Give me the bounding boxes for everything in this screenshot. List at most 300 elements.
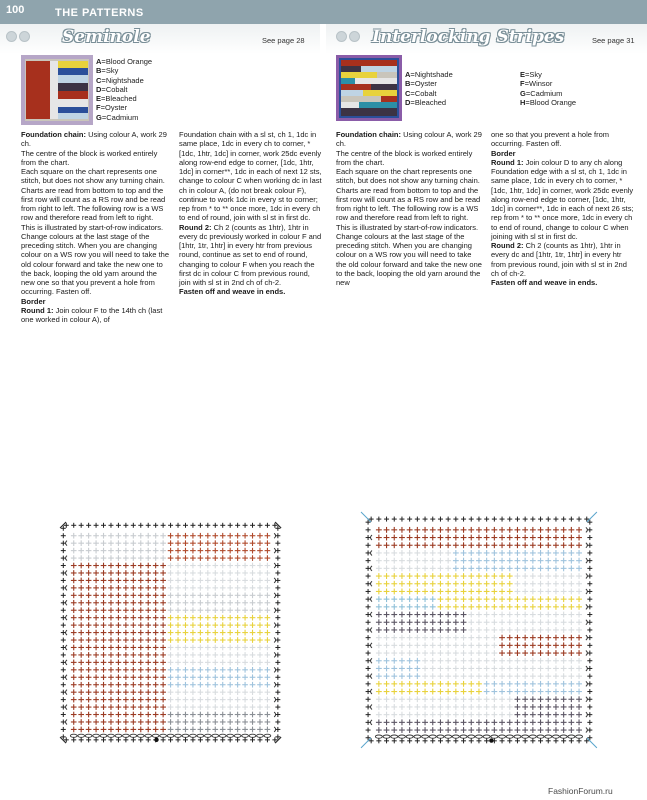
stitch-symbol [399,596,405,602]
stitch-symbol [242,630,248,636]
border-stitch-symbol [108,737,113,742]
chain-stitch-symbol [537,735,544,738]
stitch-symbol [108,712,114,718]
stitch-symbol [257,645,263,651]
legend-item: C=Cobalt [405,88,437,98]
stitch-symbol [399,658,405,664]
stitch-symbol [265,585,271,591]
stitch-symbol [422,673,428,679]
stitch-symbol [227,548,233,554]
stitch-symbol [190,600,196,606]
stitch-symbol [93,719,99,725]
stitch-symbol [384,673,390,679]
stitch-symbol [399,581,405,587]
chain-stitch-symbol [568,735,575,738]
stitch-symbol [568,666,574,672]
stitch-symbol [491,627,497,633]
stitch-symbol [484,650,490,656]
stitch-symbol [414,727,420,733]
stitch-symbol [101,600,107,606]
stitch-symbol [407,527,413,533]
stitch-symbol [160,600,166,606]
instruction-paragraph [21,130,169,149]
stitch-symbol [227,622,233,628]
stitch-symbol [376,535,382,541]
stitch-symbol [453,596,459,602]
stitch-symbol [407,589,413,595]
border-stitch-symbol [587,550,592,555]
stitch-symbol [86,585,92,591]
row-start-indicator [66,705,68,710]
stitch-symbol [522,542,528,548]
stitch-symbol [257,548,263,554]
stitch-symbol [422,581,428,587]
stitch-symbol [530,573,536,579]
stitch-symbol [391,558,397,564]
stitch-symbol [220,600,226,606]
stitch-symbol [484,658,490,664]
stitch-symbol [145,615,151,621]
stitch-symbol [250,630,256,636]
stitch-symbol [168,630,174,636]
stitch-symbol [220,682,226,688]
stitch-symbol [183,727,189,733]
border-stitch-symbol [61,533,66,538]
border-stitch-symbol [484,738,489,743]
border-stitch-symbol [366,697,371,702]
stitch-symbol [568,650,574,656]
stitch-symbol [205,652,211,658]
stitch-symbol [468,673,474,679]
stitch-symbol [407,650,413,656]
stitch-symbol [568,542,574,548]
stitch-symbol [190,667,196,673]
stitch-symbol [168,563,174,569]
stitch-symbol [205,660,211,666]
stitch-symbol [461,712,467,718]
stitch-symbol [227,697,233,703]
stitch-symbol [499,689,505,695]
stitch-symbol [78,548,84,554]
stitch-symbol [153,674,159,680]
stitch-symbol [376,666,382,672]
stitch-symbol [235,592,241,598]
chain-stitch-symbol [445,735,452,738]
stitch-symbol [522,527,528,533]
stitch-symbol [376,727,382,733]
stitch-symbol [116,704,122,710]
stitch-symbol [175,630,181,636]
chain-stitch-symbol [249,734,256,737]
stitch-symbol [116,548,122,554]
stitch-symbol [93,578,99,584]
stitch-symbol [553,604,559,610]
stitch-symbol [175,719,181,725]
stitch-symbol [568,658,574,664]
stitch-symbol [484,627,490,633]
border-stitch-symbol [384,738,389,743]
stitch-symbol [545,658,551,664]
stitch-symbol [86,652,92,658]
chain-stitch-symbol [234,734,241,737]
stitch-symbol [430,719,436,725]
stitch-symbol [183,667,189,673]
stitch-symbol [461,696,467,702]
stitch-symbol [453,604,459,610]
stitch-symbol [242,660,248,666]
stitch-symbol [168,712,174,718]
stitch-symbol [399,673,405,679]
stitch-symbol [499,565,505,571]
stitch-symbol [78,540,84,546]
stitch-symbol [376,650,382,656]
stitch-symbol [468,565,474,571]
stitch-symbol [175,570,181,576]
stitch-symbol [568,727,574,733]
stitch-symbol [175,622,181,628]
legend-item: G=Cadmium [520,88,563,98]
stitch-symbol [145,682,151,688]
stitch-symbol [522,612,528,618]
chain-stitch-symbol [552,735,559,738]
stitch-symbol [515,627,521,633]
border-stitch-symbol [392,738,397,743]
stitch-symbol [220,712,226,718]
stitch-symbol [422,689,428,695]
stitch-symbol [168,660,174,666]
stitch-symbol [445,589,451,595]
stitch-symbol [484,666,490,672]
stitch-symbol [257,622,263,628]
stitch-symbol [86,555,92,561]
stitch-symbol [220,652,226,658]
stitch-symbol [235,615,241,621]
stitch-symbol [265,630,271,636]
stitch-symbol [190,645,196,651]
stitch-symbol [108,592,114,598]
stitch-symbol [198,645,204,651]
stitch-symbol [138,578,144,584]
border-stitch-symbol [569,517,574,522]
stitch-symbol [453,712,459,718]
stitch-symbol [205,697,211,703]
stitch-symbol [212,585,218,591]
border-stitch-symbol [587,704,592,709]
stitch-symbol [484,727,490,733]
stitch-symbol [227,719,233,725]
stitch-symbol [499,619,505,625]
stitch-symbol [522,535,528,541]
stitch-symbol [445,604,451,610]
stitch-symbol [250,555,256,561]
stitch-symbol [561,658,567,664]
stitch-symbol [93,585,99,591]
stitch-symbol [250,712,256,718]
stitch-symbol [561,650,567,656]
border-stitch-symbol [146,737,151,742]
stitch-symbol [568,558,574,564]
stitch-symbol [376,689,382,695]
stitch-symbol [242,704,248,710]
stitch-symbol [507,565,513,571]
stitch-symbol [530,550,536,556]
stitch-symbol [242,592,248,598]
stitch-symbol [123,592,129,598]
border-stitch-symbol [530,738,535,743]
stitch-symbol [568,596,574,602]
stitch-symbol [250,600,256,606]
stitch-symbol [205,682,211,688]
stitch-symbol [461,704,467,710]
stitch-symbol [198,667,204,673]
stitch-symbol [530,542,536,548]
stitch-symbol [561,612,567,618]
stitch-symbol [168,682,174,688]
stitch-symbol [116,667,122,673]
row-start-indicator [66,690,68,695]
stitch-symbol [220,727,226,733]
chain-stitch-symbol [242,734,249,737]
stitch-symbol [491,550,497,556]
stitch-symbol [168,600,174,606]
stitch-symbol [250,578,256,584]
stitch-symbol [212,548,218,554]
stitch-symbol [445,689,451,695]
row-start-indicator [586,728,588,733]
stitch-symbol [198,689,204,695]
stitch-symbol [220,533,226,539]
stitch-symbol [71,674,77,680]
stitch-symbol [376,542,382,548]
stitch-symbol [168,615,174,621]
stitch-symbol [414,565,420,571]
stitch-symbol [438,612,444,618]
stitch-symbol [257,704,263,710]
stitch-symbol [227,667,233,673]
stitch-symbol [553,681,559,687]
stitch-symbol [568,612,574,618]
stitch-symbol [461,727,467,733]
stitch-symbol [407,696,413,702]
stitch-symbol [430,596,436,602]
stitch-symbol [160,548,166,554]
stitch-symbol [468,612,474,618]
stitch-symbol [220,667,226,673]
stitch-symbol [78,607,84,613]
stitch-symbol [422,550,428,556]
border-stitch-symbol [366,589,371,594]
border-stitch-symbol [587,635,592,640]
stitch-symbol [507,642,513,648]
stitch-symbol [242,555,248,561]
stitch-symbol [507,573,513,579]
stitch-symbol [116,674,122,680]
stitch-symbol [130,622,136,628]
stitch-symbol [220,592,226,598]
stitch-symbol [86,563,92,569]
stitch-symbol [183,719,189,725]
stitch-symbol [242,719,248,725]
stitch-symbol [160,674,166,680]
chain-stitch-symbol [197,734,204,737]
stitch-symbol [453,573,459,579]
stitch-symbol [430,565,436,571]
stitch-symbol [138,555,144,561]
stitch-symbol [491,696,497,702]
stitch-symbol [116,630,122,636]
stitch-symbol [391,666,397,672]
border-stitch-symbol [366,558,371,563]
border-stitch-symbol [587,527,592,532]
stitch-symbol [515,550,521,556]
stitch-symbol [538,565,544,571]
stitch-symbol [430,696,436,702]
border-stitch-symbol [561,517,566,522]
stitch-symbol [116,600,122,606]
border-stitch-symbol [275,719,280,724]
stitch-symbol [507,666,513,672]
stitch-symbol [545,589,551,595]
instruction-paragraph [179,223,322,288]
stitch-symbol [116,712,122,718]
row-start-indicator [371,597,373,602]
stitch-symbol [86,548,92,554]
legend-item: A=Blood Orange [96,57,153,66]
stitch-symbol [130,727,136,733]
stitch-symbol [438,619,444,625]
stitch-symbol [190,607,196,613]
stitch-symbol [476,550,482,556]
border-stitch-symbol [101,523,106,528]
border-stitch-symbol [250,737,255,742]
stitch-symbol [576,635,582,641]
border-stitch-symbol [366,612,371,617]
stitch-symbol [138,682,144,688]
stitch-symbol [93,630,99,636]
stitch-symbol [491,704,497,710]
stitch-symbol [242,622,248,628]
chain-stitch-symbol [130,734,137,737]
border-stitch-symbol [538,517,543,522]
border-stitch-symbol [116,523,121,528]
instruction-heading: Round 1: [21,305,54,315]
stitch-symbol [138,630,144,636]
stitch-symbol [205,674,211,680]
stitch-symbol [484,558,490,564]
stitch-symbol [553,581,559,587]
stitch-symbol [93,555,99,561]
stitch-symbol [522,573,528,579]
stitch-symbol [153,630,159,636]
stitch-symbol [138,585,144,591]
stitch-symbol [101,585,107,591]
stitch-symbol [123,600,129,606]
stitch-symbol [422,565,428,571]
stitch-symbol [145,570,151,576]
border-stitch-symbol [176,737,181,742]
stitch-symbol [414,542,420,548]
stitch-symbol [212,719,218,725]
stitch-symbol [257,555,263,561]
stitch-symbol [250,645,256,651]
stitch-symbol [153,607,159,613]
stitch-symbol [175,578,181,584]
stitch-symbol [445,558,451,564]
border-stitch-symbol [366,720,371,725]
stitch-symbol [116,578,122,584]
stitch-symbol [190,682,196,688]
stitch-symbol [568,565,574,571]
border-stitch-symbol [275,541,280,546]
stitch-symbol [576,712,582,718]
stitch-symbol [250,622,256,628]
stitch-symbol [130,704,136,710]
border-stitch-symbol [61,623,66,628]
stitch-symbol [545,689,551,695]
stitch-symbol [235,630,241,636]
stitch-symbol [78,637,84,643]
stitch-symbol [445,596,451,602]
stitch-symbol [153,652,159,658]
stitch-symbol [190,712,196,718]
stitch-symbol [235,712,241,718]
stitch-symbol [422,604,428,610]
stitch-symbol [561,627,567,633]
stitch-symbol [553,573,559,579]
stitch-symbol [242,615,248,621]
stitch-symbol [71,682,77,688]
stitch-symbol [499,550,505,556]
border-stitch-symbol [220,523,225,528]
stitch-symbol [468,689,474,695]
stitch-symbol [530,658,536,664]
stitch-symbol [499,604,505,610]
stitch-symbol [71,563,77,569]
stitch-symbol [130,674,136,680]
stitch-symbol [78,563,84,569]
stitch-symbol [376,719,382,725]
stitch-symbol [86,607,92,613]
border-stitch-symbol [168,737,173,742]
stitch-symbol [407,581,413,587]
stitch-symbol [130,548,136,554]
stitch-symbol [522,727,528,733]
stitch-symbol [116,592,122,598]
border-stitch-symbol [366,674,371,679]
stitch-symbol [399,619,405,625]
stitch-symbol [220,548,226,554]
stitch-symbol [130,645,136,651]
row-start-indicator [586,574,588,579]
stitch-symbol [86,712,92,718]
stitch-symbol [438,627,444,633]
border-stitch-symbol [366,543,371,548]
stitch-symbol [190,652,196,658]
stitch-symbol [499,596,505,602]
stitch-symbol [568,704,574,710]
stitch-symbol [130,533,136,539]
stitch-symbol [212,570,218,576]
stitch-symbol [445,673,451,679]
stitch-symbol [438,650,444,656]
stitch-symbol [175,697,181,703]
stitch-symbol [198,563,204,569]
stitch-symbol [391,527,397,533]
stitch-symbol [568,719,574,725]
seminole-legend [96,57,152,122]
border-stitch-symbol [79,737,84,742]
stitch-symbol [507,719,513,725]
